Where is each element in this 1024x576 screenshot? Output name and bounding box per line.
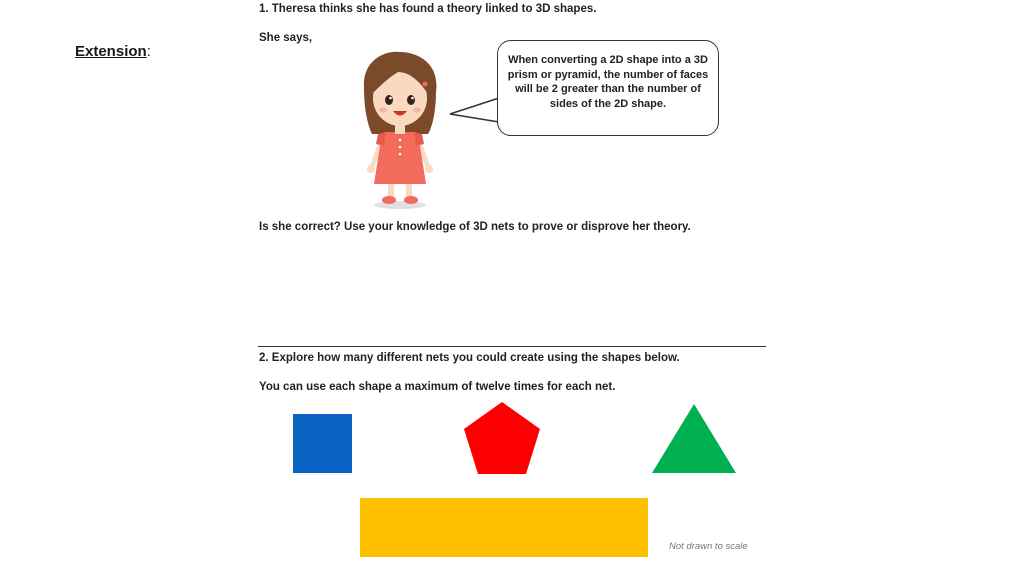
speech-bubble-tail	[448, 92, 500, 128]
question-2-rule: You can use each shape a maximum of twelve times for each net.	[259, 381, 616, 393]
speech-bubble-text: When converting a 2D shape into a 3D prism or pyramid, the number of faces will be 2 greater than the number of sides of the 2D shape.	[507, 54, 709, 110]
question-2-title: 2. Explore how many different nets you could create using the shapes below.	[259, 352, 680, 364]
question-1-prompt: Is she correct? Use your knowledge of 3D nets to prove or disprove her theory.	[259, 221, 691, 233]
green-triangle-shape	[651, 403, 737, 474]
yellow-rectangle-shape	[360, 498, 648, 557]
blue-square-shape	[293, 414, 352, 473]
question-1-title: 1. Theresa thinks she has found a theory linked to 3D shapes.	[259, 3, 597, 15]
red-pentagon-shape	[463, 401, 541, 475]
speech-bubble	[497, 40, 719, 136]
scale-note: Not drawn to scale	[669, 541, 748, 552]
extension-heading: Extension:	[75, 43, 151, 60]
she-says-label: She says,	[259, 32, 313, 44]
girl-illustration	[350, 48, 450, 210]
section-divider	[258, 346, 766, 347]
